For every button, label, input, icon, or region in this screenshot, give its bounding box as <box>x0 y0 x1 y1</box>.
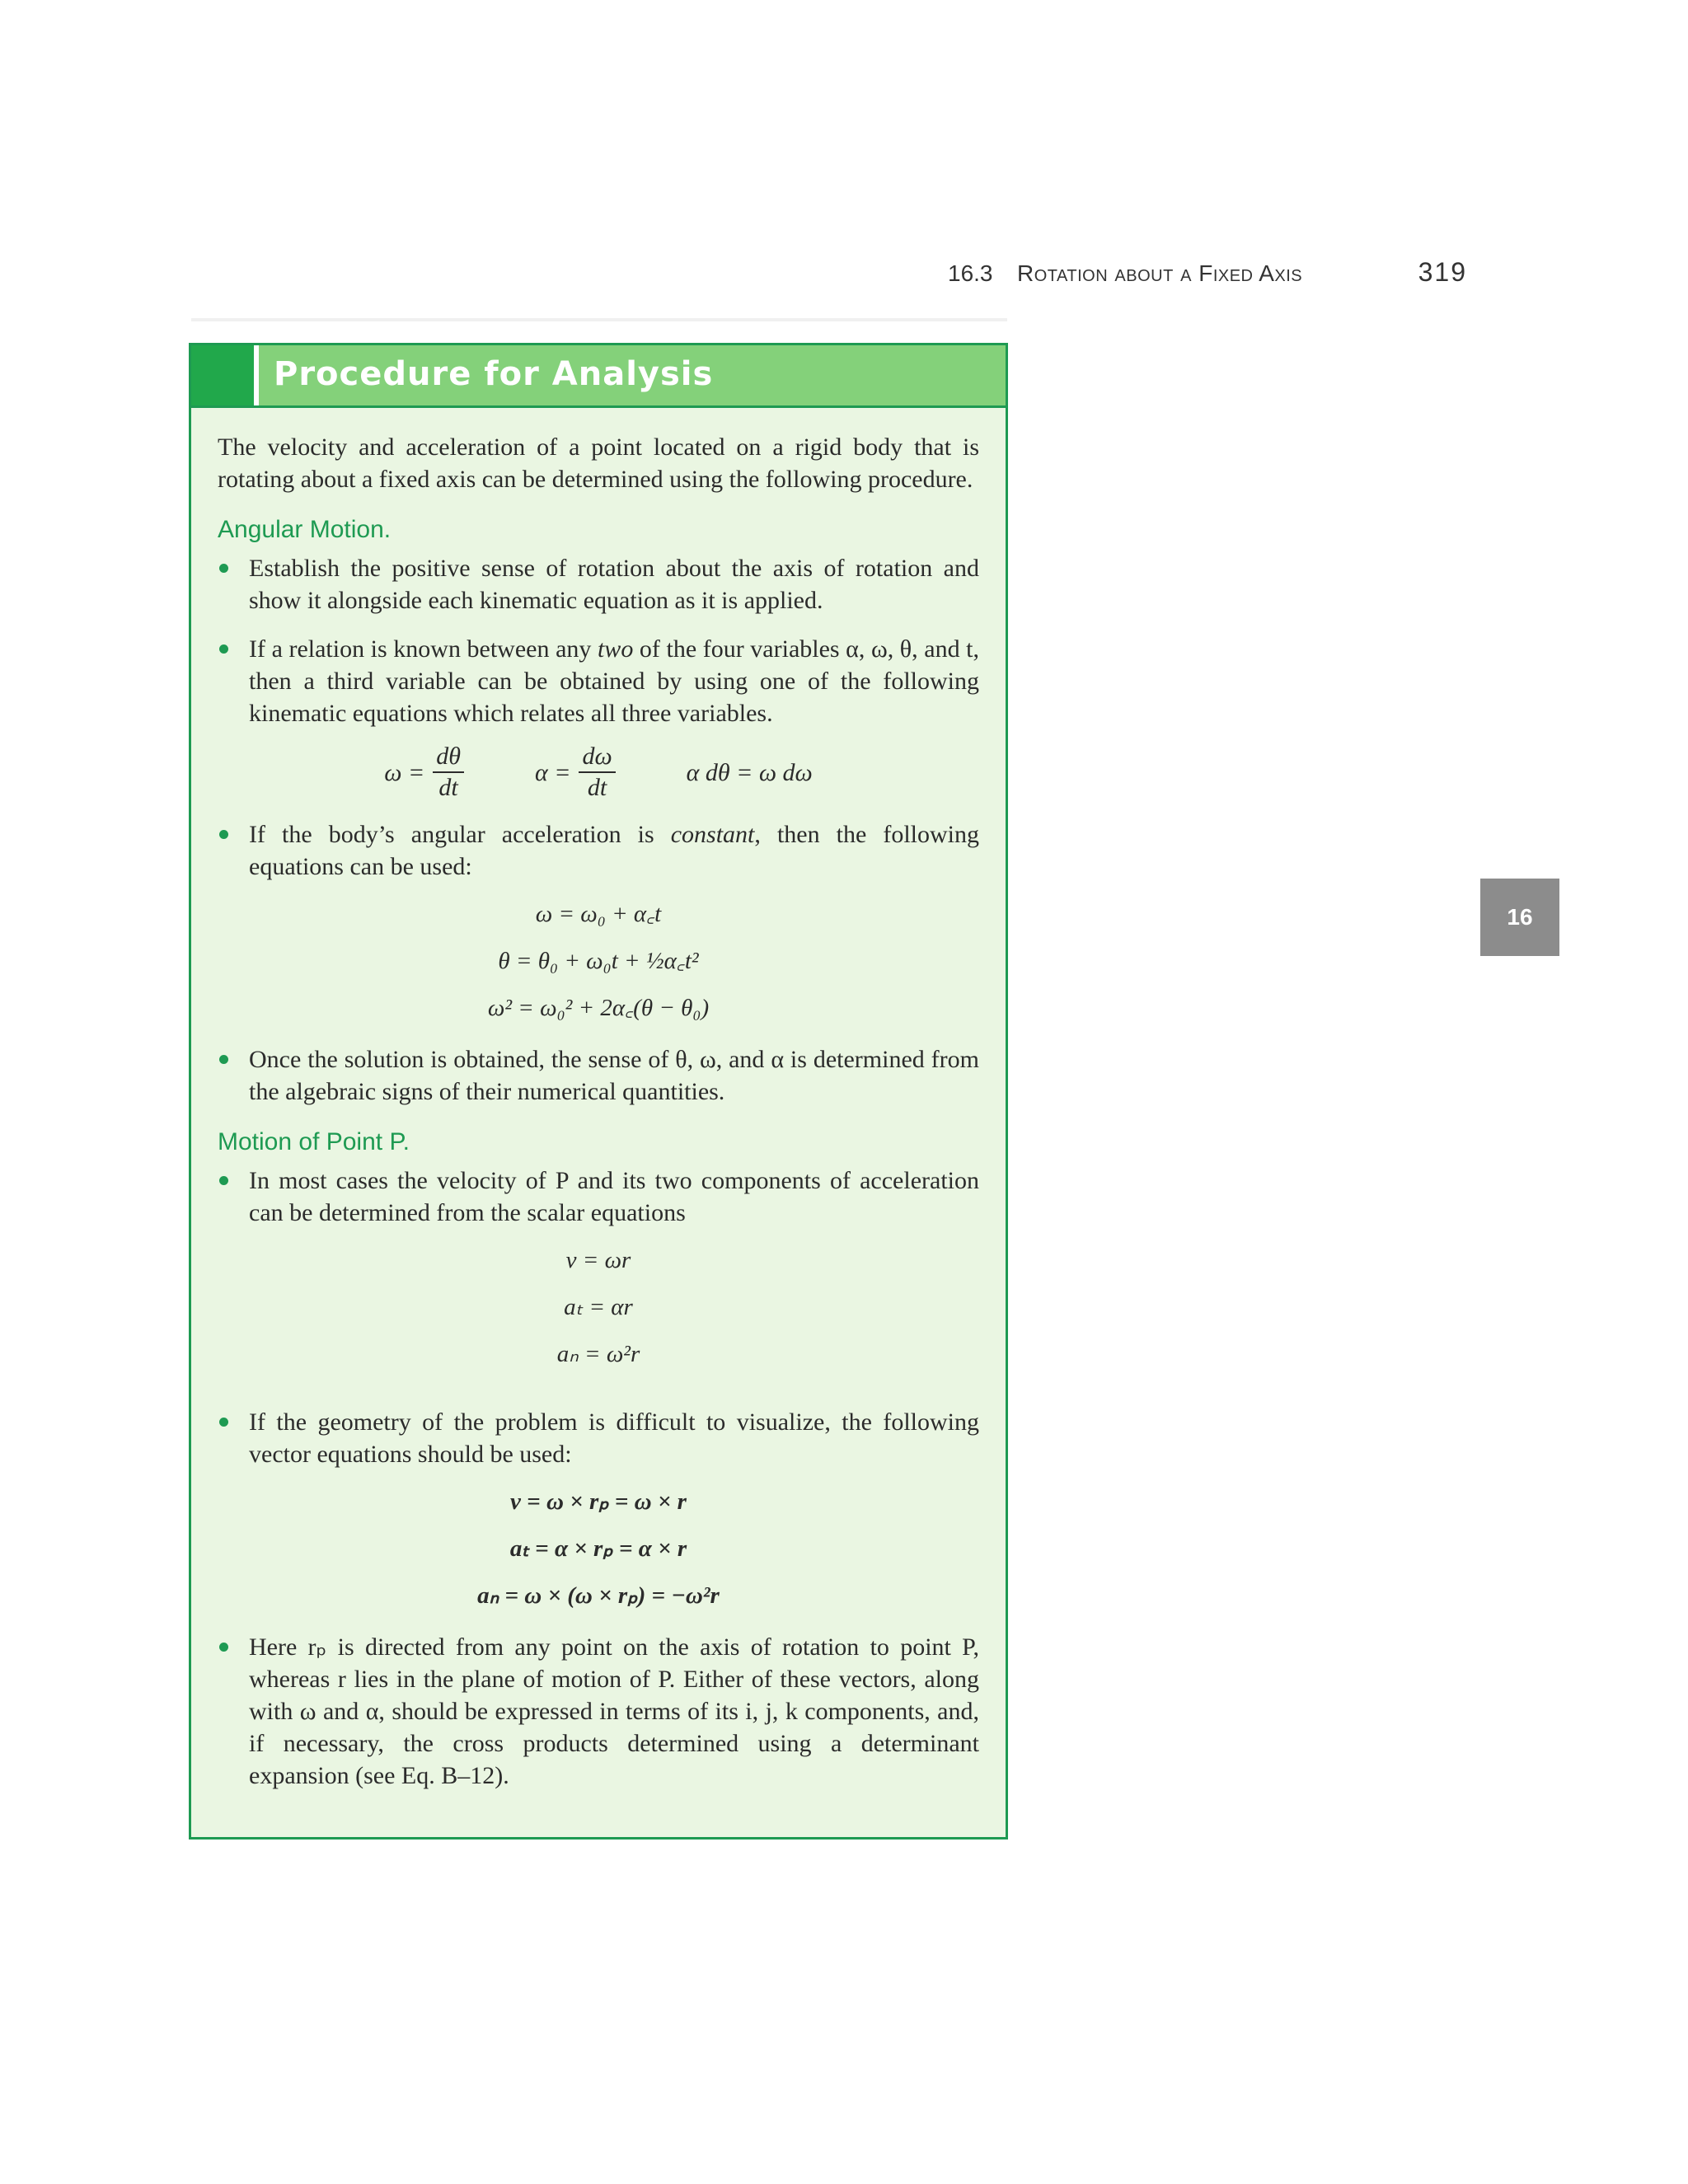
procedure-content <box>218 431 979 1792</box>
procedure-box <box>189 343 1008 1840</box>
equation: aₙ = ω × (ω × rₚ) = −ω²r <box>477 1582 720 1609</box>
list-item: In most cases the velocity of P and its two components of acceleration can be determined from the scalar equations <box>218 1165 979 1229</box>
bullet-icon <box>219 1055 228 1064</box>
procedure-box-title: Procedure for Analysis <box>274 355 714 393</box>
list-item: Here rₚ is directed from any point on the axis of rotation to point P, whereas r lies in the plane of motion of P. Either of these vectors, along with ω and α, should be expressed in terms of its i, j, k components, and, if necessary, the cross products determined using a determinant expansion (see Eq. B–12). <box>218 1631 979 1792</box>
intro-paragraph: The velocity and acceleration of a point located on a rigid body that is rotating about a fixed axis can be determined using the following procedure. <box>218 434 979 493</box>
list-item: Establish the positive sense of rotation about the axis of rotation and show it alongside each kinematic equation as it is applied. <box>218 552 979 616</box>
kinematic-equations <box>218 736 979 808</box>
bullet-icon <box>219 1418 228 1427</box>
equation: ω² = ω₀² + 2α꜀(θ − θ₀) <box>487 995 710 1021</box>
equation: aₜ = α × rₚ = α × r <box>509 1535 687 1562</box>
equation: ω = ω₀ + α꜀t <box>535 901 662 927</box>
equation: α dθ = ω dω <box>686 758 813 786</box>
vector-equations <box>218 1479 979 1619</box>
equation: aₙ = ω²r <box>556 1341 640 1367</box>
equation: ω = $\frac{d\theta}{dt}$ <box>384 742 472 803</box>
divider <box>191 318 1007 321</box>
bullet-icon <box>219 1176 228 1185</box>
constant-acceleration-equations <box>218 891 979 1032</box>
equation: θ = θ₀ + ω₀t + ½α꜀t² <box>498 948 699 974</box>
procedure-box-header <box>191 345 1006 408</box>
bullet-icon <box>219 564 228 573</box>
list-item: Once the solution is obtained, the sense of θ, ω, and α is determined from the algebraic signs of their numerical quantities. <box>218 1043 979 1108</box>
point-motion-heading: Motion of Point P. <box>218 1128 410 1155</box>
section-title: Rotation about a Fixed Axis <box>1017 260 1303 286</box>
equation: α = $\frac{d\omega}{dt}$ <box>535 742 624 803</box>
equation: v = ω × rₚ = ω × r <box>510 1488 687 1515</box>
angular-motion-heading: Angular Motion. <box>218 516 392 543</box>
list-item: If the body’s angular acceleration is constant, then the following equations can be used: <box>218 818 979 883</box>
bullet-icon <box>219 1643 228 1652</box>
bullet-icon <box>219 830 228 839</box>
section-number: 16.3 <box>948 260 993 286</box>
equation: aₜ = αr <box>564 1294 633 1320</box>
list-item: If the geometry of the problem is difficult to visualize, the following vector equations should be used: <box>218 1406 979 1470</box>
scalar-equations <box>218 1237 979 1378</box>
header-accent-bar <box>254 345 259 405</box>
list-item: If a relation is known between any two of the four variables α, ω, θ, and t, then a third variable can be obtained by using one of the following kinematic equations which relates all three variables. <box>218 633 979 729</box>
bullet-icon <box>219 644 228 654</box>
chapter-tab: 16 <box>1480 879 1559 956</box>
running-head <box>948 257 1467 297</box>
header-accent-block <box>191 345 254 405</box>
page-number: 319 <box>1418 257 1467 287</box>
equation: v = ωr <box>565 1247 631 1273</box>
